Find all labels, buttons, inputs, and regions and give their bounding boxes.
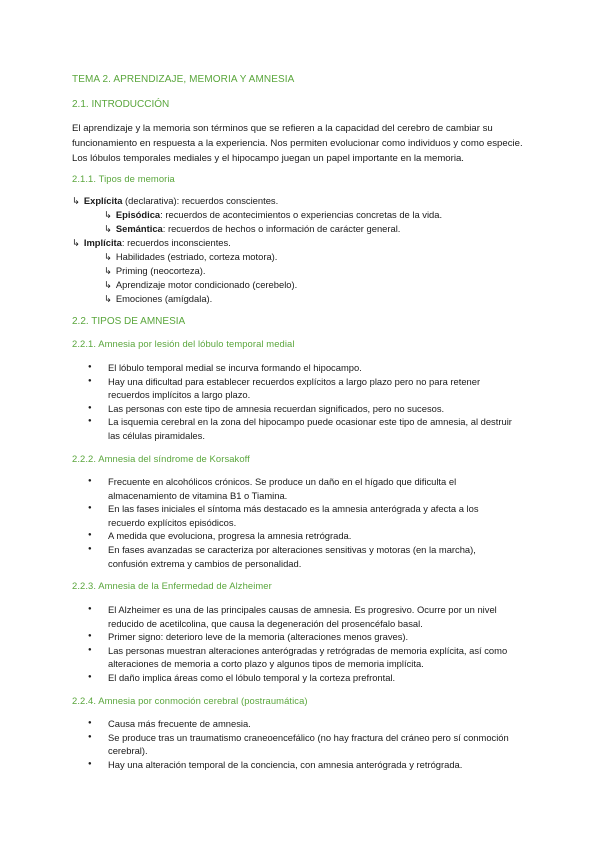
desc-episodica: : recuerdos de acontecimientos o experiencias concretas de la vida. [160, 209, 443, 220]
section-heading-introduccion: 2.1. INTRODUCCIÓN [72, 99, 170, 110]
bullet-list-korsakoff [72, 475, 512, 570]
implicit-item: ↳ Priming (neocorteza). [104, 265, 206, 276]
implicit-item: ↳ Aprendizaje motor condicionado (cerebelo). [104, 279, 298, 290]
section-heading-tipos-amnesia: 2.2. TIPOS DE AMNESIA [72, 316, 186, 327]
sub-arrow-icon: ↳ [72, 195, 80, 206]
desc-implicita: : recuerdos inconscientes. [121, 237, 231, 248]
subsection-heading-korsakoff: 2.2.2. Amnesia del síndrome de Korsakoff [72, 453, 250, 464]
implicit-item: ↳ Emociones (amígdala). [104, 293, 213, 304]
sub-arrow-icon: ↳ [104, 279, 112, 290]
term-semantica: Semántica [115, 223, 163, 234]
list-item: ● Hay una dificultad para establecer recuerdos explícitos a largo plazo pero no para retener recuerdos implícitos a largo plazo. [72, 375, 512, 402]
sub-arrow-icon: ↳ [104, 251, 112, 262]
sub-arrow-icon: ↳ [104, 265, 112, 276]
intro-paragraph: El aprendizaje y la memoria son términos que se refieren a la capacidad del cerebro de cambiar su funcionamiento en respuesta a la experiencia. Nos permiten evolucionar como individuos y como especie. Los lóbulos temporales mediales y el hipocampo juegan un papel importante en la memoria. [72, 123, 523, 164]
subsection-heading-lobulo-temporal: 2.2.1. Amnesia por lesión del lóbulo temporal medial [72, 338, 295, 349]
term-explicita: Explícita [83, 195, 123, 206]
list-item: ● A medida que evoluciona, progresa la amnesia retrógrada. [72, 529, 512, 543]
list-item: ● Las personas con este tipo de amnesia recuerdan significados, pero no sucesos. [72, 402, 512, 416]
memory-type-implicita [72, 236, 231, 250]
desc-explicita: (declarativa): recuerdos conscientes. [122, 195, 279, 206]
sub-arrow-icon: ↳ [104, 209, 112, 220]
list-item: ● Causa más frecuente de amnesia. [72, 717, 512, 731]
list-item: ● La isquemia cerebral en la zona del hipocampo puede ocasionar este tipo de amnesia, al destruir las células piramidales. [72, 415, 512, 442]
bullet-list-lobulo-temporal [72, 361, 512, 443]
term-episodica: Episódica [115, 209, 161, 220]
sub-arrow-icon: ↳ [104, 223, 112, 234]
list-item: ● Las personas muestran alteraciones anterógradas y retrógradas de memoria explícita, así como alteraciones de memoria a corto plazo y algunos tipos de memoria implícita. [72, 644, 512, 671]
list-item: ● Hay una alteración temporal de la conciencia, con amnesia anterógrada y retrógrada. [72, 758, 512, 772]
memory-type-semantica [104, 222, 400, 236]
subsection-heading-alzheimer: 2.2.3. Amnesia de la Enfermedad de Alzheimer [72, 580, 272, 591]
bullet-list-alzheimer [72, 603, 512, 685]
memory-type-episodica [104, 208, 442, 222]
list-item: ● Se produce tras un traumatismo craneoencefálico (no hay fractura del cráneo pero sí conmoción cerebral). [72, 731, 512, 758]
memory-type-explicita [72, 194, 278, 208]
list-item: ● En fases avanzadas se caracteriza por alteraciones sensitivas y motoras (en la marcha), confusión extrema y cambios de personalidad. [72, 543, 512, 570]
list-item: ● El lóbulo temporal medial se incurva formando el hipocampo. [72, 361, 512, 375]
bullet-list-conmocion [72, 717, 512, 771]
list-item: ● En las fases iniciales el síntoma más destacado es la amnesia anterógrada y afecta a los recuerdo explícitos episódicos. [72, 502, 512, 529]
list-item: ● El daño implica áreas como el lóbulo temporal y la corteza prefrontal. [72, 671, 512, 685]
desc-semantica: : recuerdos de hechos o información de carácter general. [162, 223, 401, 234]
sub-arrow-icon: ↳ [104, 293, 112, 304]
term-implicita: Implícita [83, 237, 122, 248]
document-title: TEMA 2. APRENDIZAJE, MEMORIA Y AMNESIA [72, 74, 295, 85]
sub-arrow-icon: ↳ [72, 237, 80, 248]
list-item: ● El Alzheimer es una de las principales causas de amnesia. Es progresivo. Ocurre por un nivel reducido de acetilcolina, que causa la degeneración del prosencéfalo basal. [72, 603, 512, 630]
subsection-heading-tipos-memoria: 2.1.1. Tipos de memoria [72, 173, 175, 184]
implicit-item: ↳ Habilidades (estriado, corteza motora). [104, 251, 278, 262]
subsection-heading-conmocion: 2.2.4. Amnesia por conmoción cerebral (postraumática) [72, 695, 308, 706]
list-item: ● Primer signo: deterioro leve de la memoria (alteraciones menos graves). [72, 630, 512, 644]
list-item: ● Frecuente en alcohólicos crónicos. Se produce un daño en el hígado que dificulta el almacenamiento de vitamina B1 o Tiamina. [72, 475, 512, 502]
